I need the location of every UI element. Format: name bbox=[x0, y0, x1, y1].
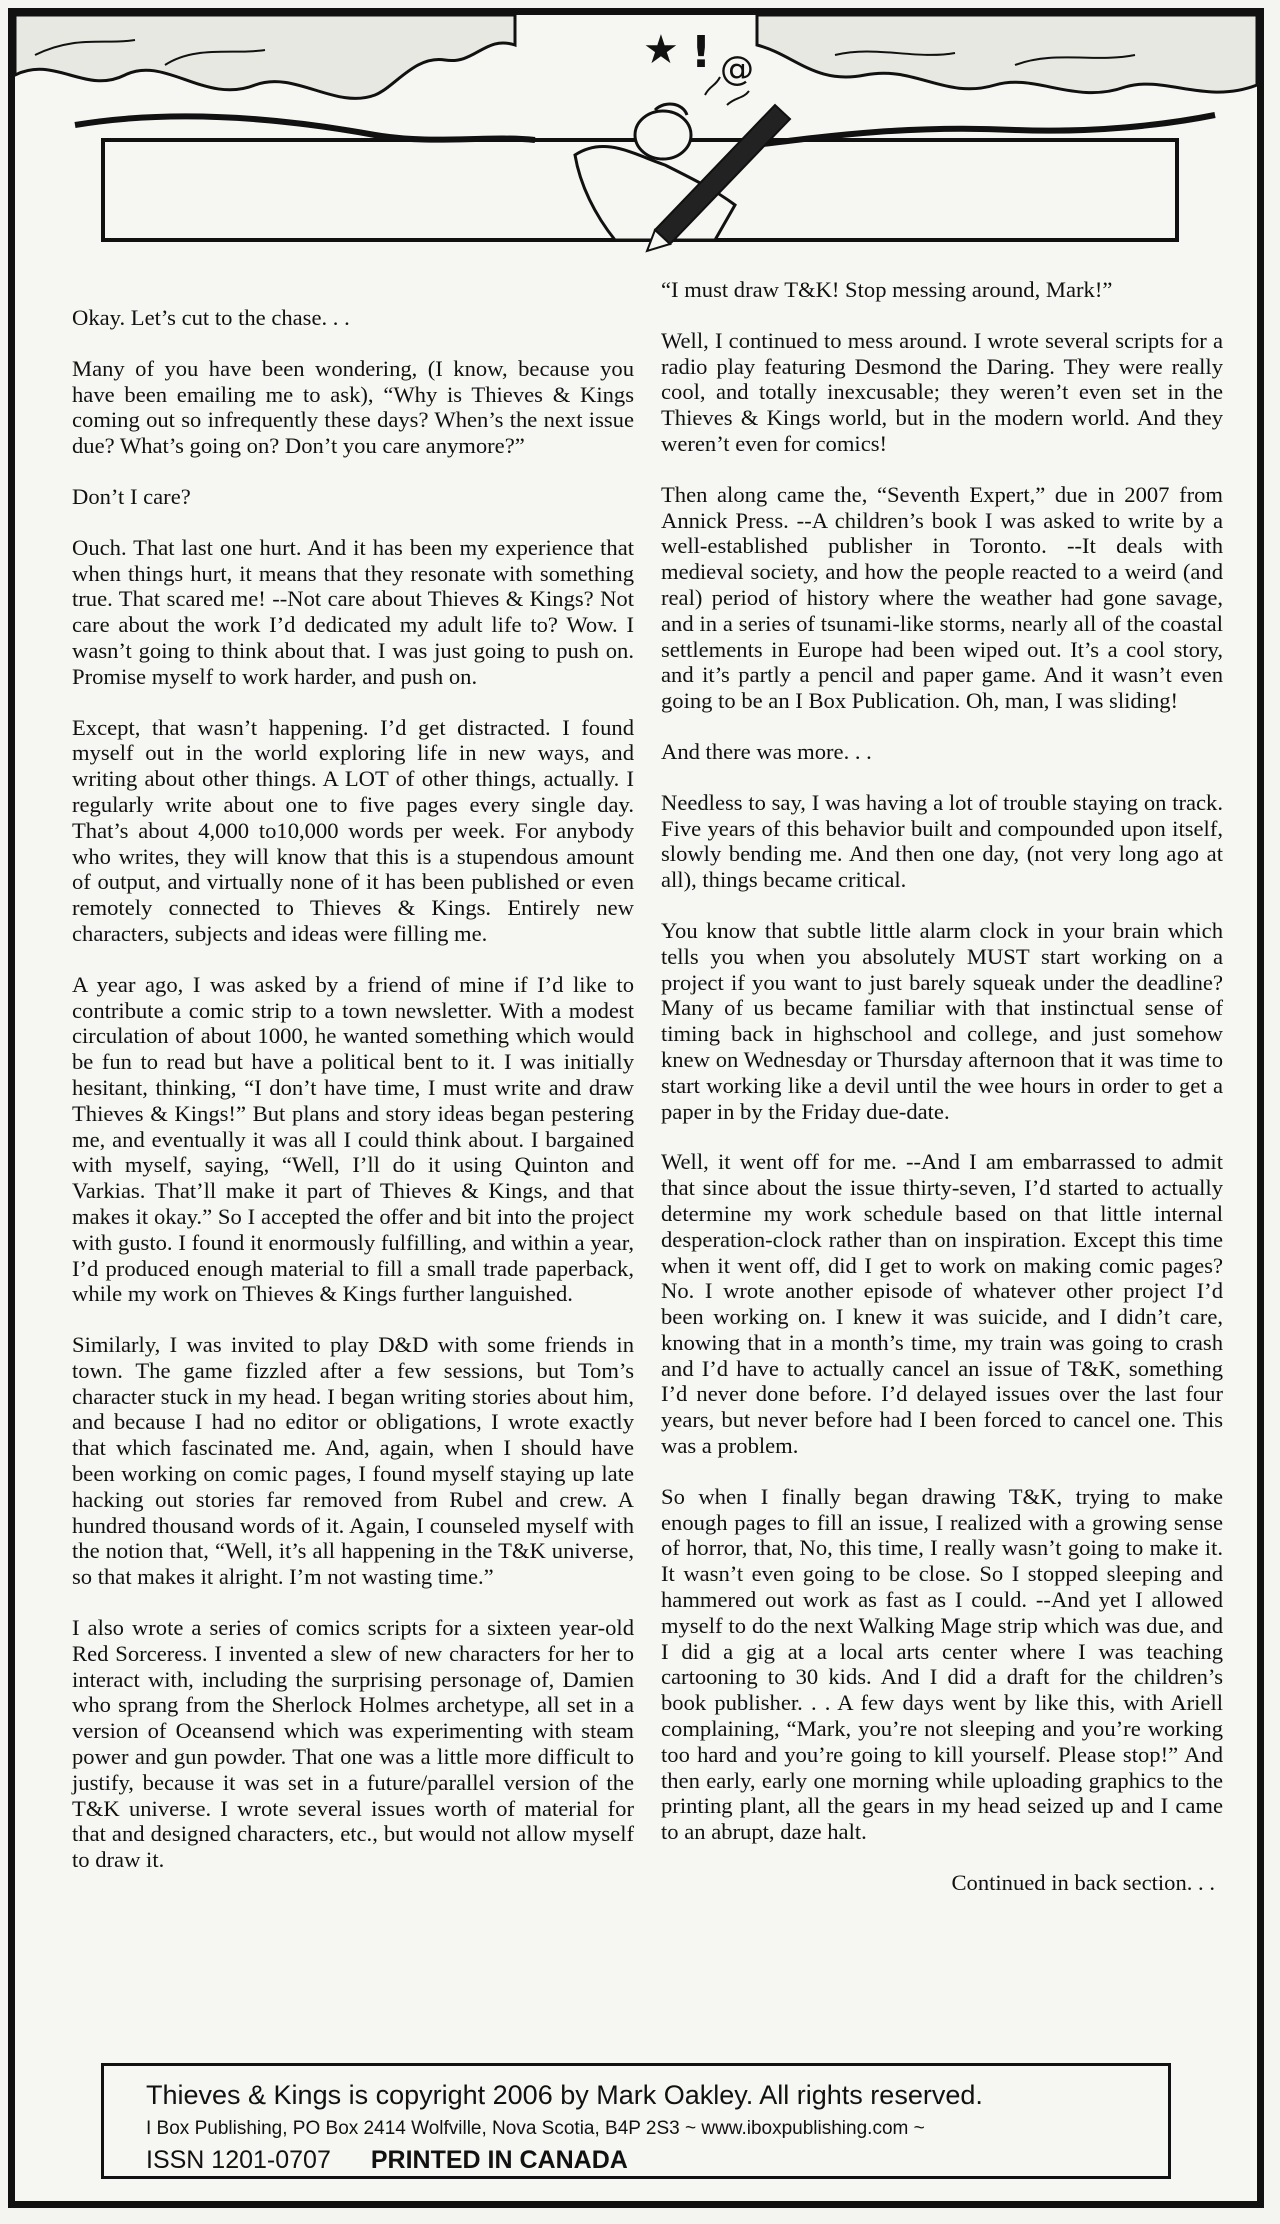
exclaim-icon: ! bbox=[691, 27, 712, 78]
publisher-address: I Box Publishing, PO Box 2414 Wolfville, Nova Scotia, B4P 2S3 ~ www.iboxpublishing.com ~ bbox=[146, 2118, 925, 2139]
paragraph: Needless to say, I was having a lot of trouble staying on track. Five years of this behavior built and compounded upon itself, slowly bending me. And then one day, (not very long ago at all), things became critical. bbox=[661, 789, 1223, 893]
page-frame bbox=[8, 8, 1264, 2208]
printed-in-label: PRINTED IN CANADA bbox=[370, 2146, 628, 2174]
continued-note: Continued in back section. . . bbox=[951, 1870, 1215, 1896]
paragraph: I also wrote a series of comics scripts for a sixteen year-old Red Sorceress. I invented a slew of new characters for her to interact with, including the surprising personage of, Damien who sprang from the Sherlock Holmes archetype, all set in a version of Oceansend which was experimenting with steam power and gun powder. That one was a little more difficult to justify, because it was set in a future/parallel version of the T&K universe. I wrote several issues worth of material for that and designed characters, etc., but would not allow myself to draw it. bbox=[72, 1615, 634, 1873]
paragraph: Except, that wasn’t happening. I’d get distracted. I found myself out in the world exploring life in new ways, and writing about other things. A LOT of other things, actually. I regularly write about one to five pages every single day. That’s about 4,000 to10,000 words per week. For anybody who writes, they will know that this is a stupendous amount of output, and virtually none of it has been published or even remotely connected to Thieves & Kings. Entirely new characters, subjects and ideas were filling me. bbox=[72, 714, 634, 946]
paragraph: Then along came the, “Seventh Expert,” due in 2007 from Annick Press. --A children’s book I was asked to write by a well-established publisher in Toronto. --It deals with medieval society, and how the people reacted to a weird (and real) period of history where the weather had gone savage, and in a series of tsunami-like storms, nearly all of the coastal settlements in Europe had been wiped out. It’s a cool story, and it’s partly a pencil and paper game. And it wasn’t even going to be an I Box Publication. Oh, man, I was sliding! bbox=[661, 481, 1223, 714]
paragraph: Don’t I care? bbox=[72, 483, 191, 509]
paragraph: And there was more. . . bbox=[661, 738, 872, 764]
paragraph: “I must draw T&K! Stop messing around, Mark!” bbox=[661, 277, 1113, 302]
paragraph: Well, I continued to mess around. I wrote several scripts for a radio play featuring Desmond the Daring. They were really cool, and totally inexcusable; they weren’t even set in the Thieves & Kings world, but in the modern world. And they weren’t even for comics! bbox=[661, 327, 1223, 456]
paragraph: You know that subtle little alarm clock in your brain which tells you when you absolutely MUST start working on a project if you want to just barely squeak under the deadline? Many of us became familiar with that instinctual sense of timing back in highschool and college, and just somehow knew on Wednesday or Thursday afternoon that it was time to start working like a devil until the wee hours in order to get a paper in by the Friday due-date. bbox=[661, 917, 1223, 1124]
copyright-line: Thieves & Kings is copyright 2006 by Mark Oakley. All rights reserved. bbox=[146, 2080, 983, 2110]
copyright-box bbox=[101, 2063, 1171, 2179]
paragraph: Ouch. That last one hurt. And it has been my experience that when things hurt, it means that they resonate with something true. That scared me! --Not care about Thieves & Kings? Not care about the work I’d dedicated my adult life to? Wow. I wasn’t going to think about that. I was just going to push on. Promise myself to work harder, and push on. bbox=[72, 534, 634, 689]
issn-line bbox=[146, 2146, 628, 2175]
star-icon: ★ bbox=[643, 27, 679, 73]
header-illustration bbox=[15, 15, 1257, 255]
article-column-right bbox=[661, 277, 1223, 1921]
swirl-icon: @ bbox=[720, 49, 754, 89]
foliage-left bbox=[15, 15, 515, 98]
paragraph: Well, it went off for me. --And I am embarrassed to admit that since about the issue thirty-seven, I’d started to actually determine my work schedule based on that little internal desperation-clock rather than on inspiration. Except this time when it went off, did I get to work on making comic pages? No. I wrote another episode of whatever other project I’d been working on. I knew it was suicide, and I didn’t care, knowing that in a month’s time, my train was going to crash and I’d have to actually cancel an issue of T&K, something I’d never done before. I’d delayed issues over the last four years, but never before had I been forced to cancel one. This was a problem. bbox=[661, 1149, 1223, 1459]
issn-number: ISSN 1201-0707 bbox=[146, 2146, 331, 2174]
paragraph: So when I finally began drawing T&K, trying to make enough pages to fill an issue, I realized with a growing sense of horror, that, No, this time, I really wasn’t going to make it. It wasn’t even going to be close. So I stopped sleeping and hammered out work as fast as I could. --And yet I allowed myself to do the next Walking Mage strip which was due, and I did a gig at a local arts center where I was teaching cartooning to 30 kids. And I did a draft for the children’s book publisher. . . A few days went by like this, with Ariell complaining, “Mark, you’re not sleeping and you’re working too hard and you’re going to kill yourself. Please stop!” And then early, early one morning while uploading graphics to the printing plant, all the gears in my head seized up and I came to an abrupt, daze halt. bbox=[661, 1483, 1223, 1845]
article-column-left bbox=[72, 305, 634, 1898]
foliage-right bbox=[757, 15, 1257, 93]
branch-left bbox=[75, 116, 535, 140]
paragraph: A year ago, I was asked by a friend of mine if I’d like to contribute a comic strip to a town newsletter. With a modest circulation of about 1000, he wanted something which would be fun to read but have a political bent to it. I was initially hesitant, thinking, “I don’t have time, I must write and draw Thieves & Kings!” But plans and story ideas began pestering me, and eventually it was all I could think about. I bargained with myself, saying, “Well, I’ll do it using Quinton and Varkias. That’ll make it part of Thieves & Kings, and that makes it okay.” So I accepted the offer and bit into the project with gusto. I found it enormously fulfilling, and within a year, I’d produced enough material to fill a small trade paperback, while my work on Thieves & Kings further languished. bbox=[72, 971, 634, 1307]
paragraph: Okay. Let’s cut to the chase. . . bbox=[72, 305, 350, 330]
paragraph: Many of you have been wondering, (I know, because you have been emailing me to ask), “Why is Thieves & Kings coming out so infrequently these days? When’s the next issue due? What’s going on? Don’t you care anymore?” bbox=[72, 355, 634, 459]
paragraph: Similarly, I was invited to play D&D with some friends in town. The game fizzled after a few sessions, but Tom’s character stuck in my head. I began writing stories about him, and because I had no editor or obligations, I wrote exactly that which fascinated me. And, again, when I should have been working on comic pages, I found myself staying up late hacking out stories far removed from Rubel and crew. A hundred thousand words of it. Again, I counseled myself with the notion that, “Well, it’s all happening in the T&K universe, so that makes it alright. I’m not wasting time.” bbox=[72, 1332, 634, 1590]
